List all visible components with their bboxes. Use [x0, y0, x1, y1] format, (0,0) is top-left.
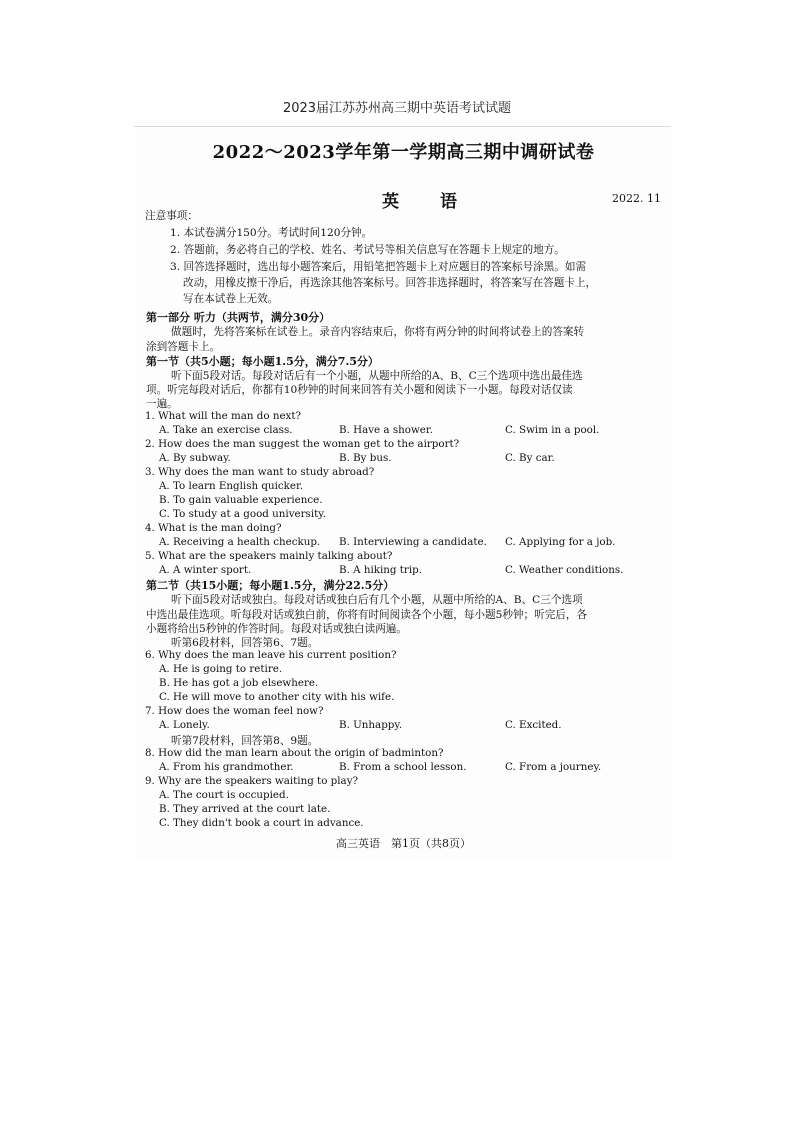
question-stem: 2. How does the man suggest the woman get to the airport? — [145, 438, 460, 450]
question-stem: 3. Why does the man want to study abroad? — [145, 466, 375, 478]
option-b: B. Have a shower. — [339, 424, 433, 436]
question-stem: 9. Why are the speakers waiting to play? — [145, 775, 359, 787]
section1-intro-line: 一遍。 — [146, 398, 178, 410]
option-c: C. To study at a good university. — [159, 508, 326, 520]
question-stem: 6. Why does the man leave his current position? — [145, 649, 397, 661]
section1-intro-line: 听下面5段对话。每段对话后有一个小题，从题中所给的A、B、C三个选项中选出最佳选 — [171, 370, 583, 382]
exam-title: 2022～2023学年第一学期高三期中调研试卷 — [212, 142, 595, 163]
option-a: A. The court is occupied. — [159, 789, 289, 801]
section2-intro-line: 中选出最佳选项。听每段对话或独白前，你将有时间阅读各个小题，每小题5秒钟；听完后，各 — [146, 609, 588, 621]
option-b: B. He has got a job elsewhere. — [159, 677, 319, 689]
option-a: A. Lonely. — [159, 719, 210, 731]
section1-intro-line: 项。听完每段对话后，你都有10秒钟的时间来回答有关小题和阅读下一小题。每段对话仅读 — [146, 384, 573, 396]
question-stem: 7. How does the woman feel now? — [145, 705, 324, 717]
option-b: B. Unhappy. — [339, 719, 403, 731]
option-c: C. Excited. — [505, 719, 562, 731]
option-b: B. By bus. — [339, 452, 392, 464]
material-instruction: 听第6段材料，回答第6、7题。 — [171, 637, 319, 649]
option-b: B. To gain valuable experience. — [159, 494, 323, 506]
section2-intro-line: 小题将给出5秒钟的作答时间。每段对话或独白读两遍。 — [146, 623, 407, 635]
option-a: A. A winter sport. — [159, 564, 252, 576]
page-footer: 高三英语 第1页（共8页） — [336, 837, 471, 850]
question-stem: 8. How did the man learn about the origin of badminton? — [145, 747, 444, 759]
part1-heading: 第一部分 听力（共两节，满分30分） — [146, 311, 331, 324]
question-stem: 1. What will the man do next? — [145, 410, 302, 422]
option-a: A. By subway. — [159, 452, 231, 464]
option-c: C. From a journey. — [505, 761, 602, 773]
note-item: 改动，用橡皮擦干净后，再选涂其他答案标号。回答非选择题时，将答案写在答题卡上， — [183, 277, 597, 289]
note-item: 1. 本试卷满分150分。考试时间120分钟。 — [170, 227, 373, 239]
note-item: 2. 答题前，务必将自己的学校、姓名、考试号等相关信息写在答题卡上规定的地方。 — [170, 244, 565, 256]
option-c: C. Swim in a pool. — [505, 424, 600, 436]
question-stem: 4. What is the man doing? — [145, 522, 282, 534]
option-b: B. Interviewing a candidate. — [339, 536, 487, 548]
exam-date: 2022. 11 — [612, 192, 661, 205]
header-divider — [134, 126, 671, 127]
section2-heading: 第二节（共15小题；每小题1.5分，满分22.5分） — [146, 579, 395, 592]
part1-intro-line: 涂到答题卡上。 — [146, 341, 221, 353]
option-a: A. To learn English quicker. — [159, 480, 304, 492]
note-item: 3. 回答选择题时，选出每小题答案后，用铅笔把答题卡上对应题目的答案标号涂黑。如需 — [170, 261, 587, 273]
option-c: C. By car. — [505, 452, 555, 464]
option-c: C. He will move to another city with his wife. — [159, 691, 395, 703]
option-b: B. From a school lesson. — [339, 761, 467, 773]
document-header: 2023届江苏苏州高三期中英语考试试题 — [282, 101, 512, 116]
option-a: A. Take an exercise class. — [159, 424, 293, 436]
notes-heading: 注意事项： — [145, 210, 198, 222]
section1-heading: 第一节（共5小题；每小题1.5分，满分7.5分） — [146, 355, 379, 368]
option-b: B. They arrived at the court late. — [159, 803, 331, 815]
part1-intro-line: 做题时，先将答案标在试卷上。录音内容结束后，你将有两分钟的时间将试卷上的答案转 — [171, 326, 585, 338]
option-a: A. Receiving a health checkup. — [159, 536, 321, 548]
subject-title: 英 语 — [382, 192, 469, 212]
material-instruction: 听第7段材料，回答第8、9题。 — [171, 735, 319, 747]
option-c: C. They didn't book a court in advance. — [159, 817, 364, 829]
section2-intro-line: 听下面5段对话或独白。每段对话或独白后有几个小题，从题中所给的A、B、C三个选项 — [171, 594, 583, 606]
option-b: B. A hiking trip. — [339, 564, 422, 576]
scanned-exam-page — [136, 128, 671, 858]
option-c: C. Weather conditions. — [505, 564, 624, 576]
option-a: A. From his grandmother. — [159, 761, 294, 773]
option-a: A. He is going to retire. — [159, 663, 283, 675]
question-stem: 5. What are the speakers mainly talking about? — [145, 550, 393, 562]
option-c: C. Applying for a job. — [505, 536, 616, 548]
note-item: 写在本试卷上无效。 — [183, 293, 279, 305]
